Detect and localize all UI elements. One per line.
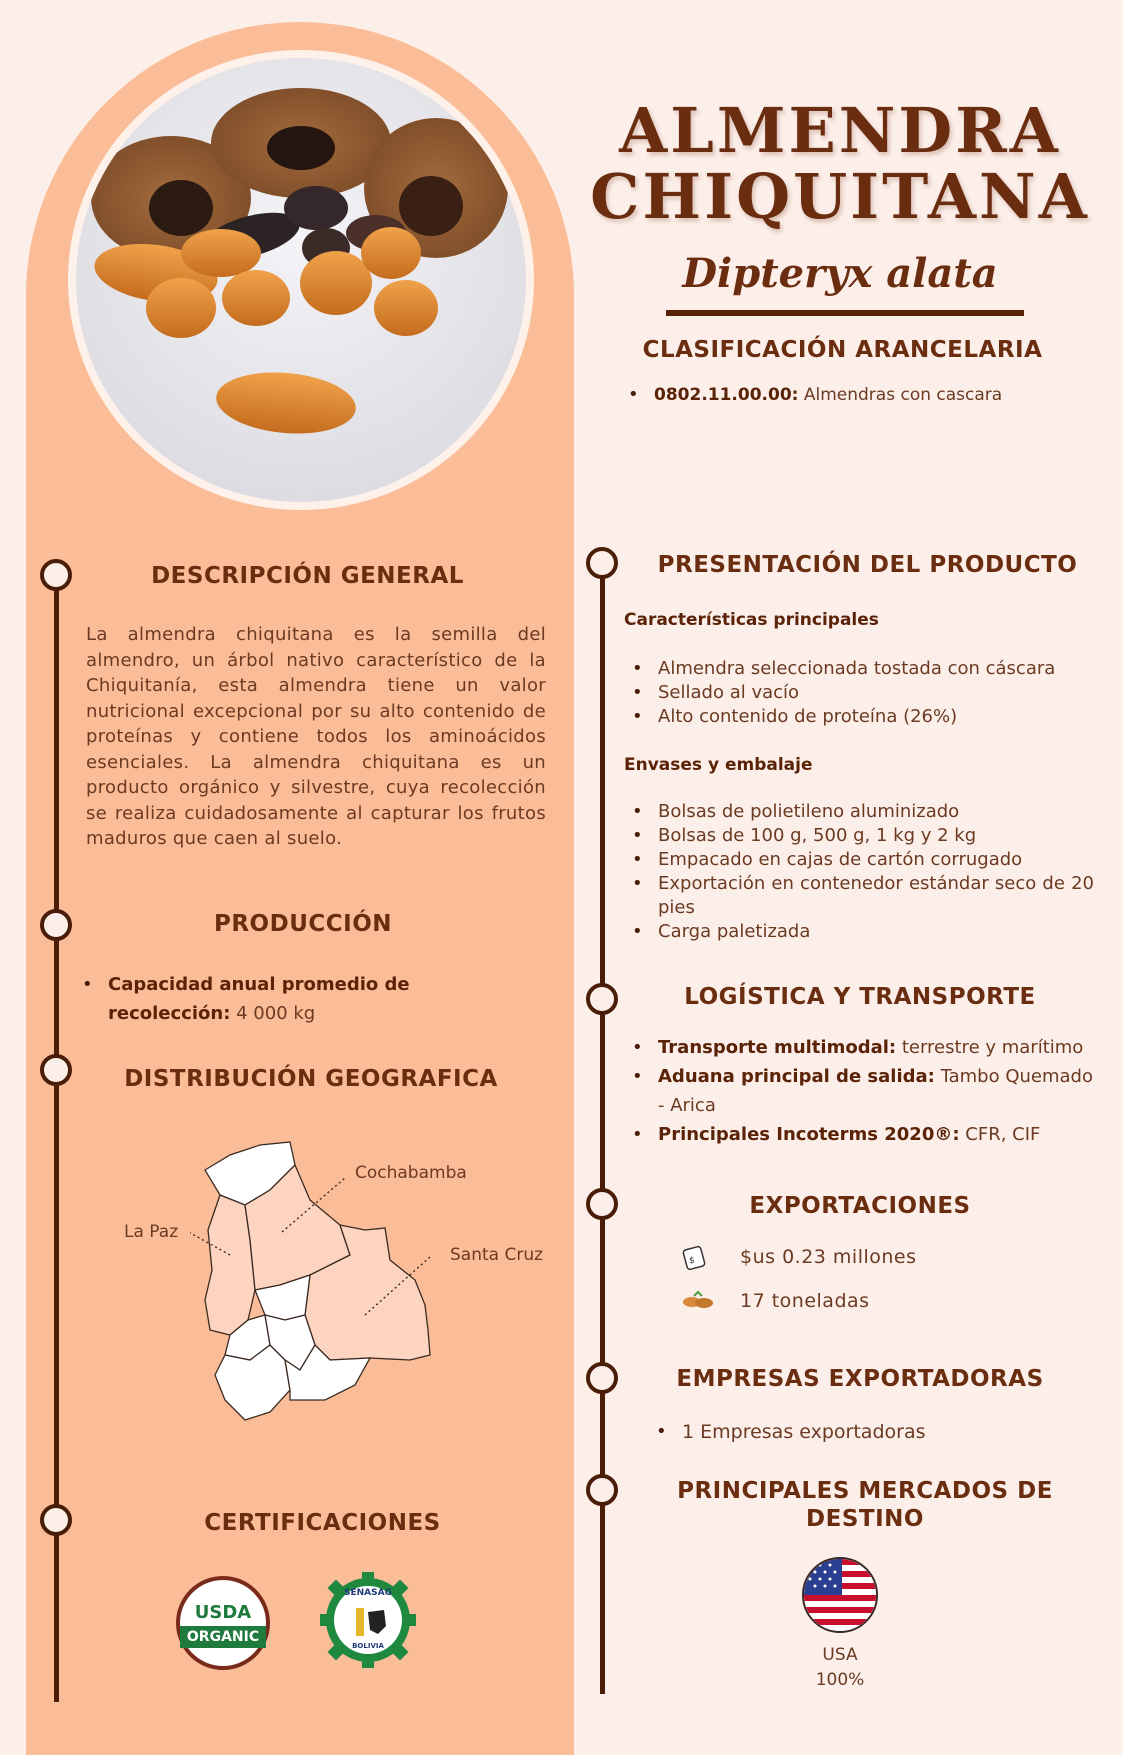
envases-title: Envases y embalaje [624, 755, 813, 775]
timeline-dot [586, 1474, 618, 1506]
produccion-list [74, 970, 454, 1028]
logistica-label: Aduana principal de salida: [658, 1066, 935, 1087]
exportaciones-heading: EXPORTACIONES [749, 1193, 971, 1219]
market-country: USA [822, 1645, 858, 1665]
logistica-label: Transporte multimodal: [658, 1037, 897, 1058]
descripcion-heading: DESCRIPCIÓN GENERAL [151, 563, 464, 589]
usda-bottom-text: ORGANIC [180, 1626, 266, 1648]
market-share: 100% [815, 1670, 865, 1690]
logistica-heading: LOGÍSTICA Y TRANSPORTE [684, 984, 1036, 1010]
distribucion-heading: DISTRIBUCIÓN GEOGRAFICA [124, 1066, 498, 1092]
descripcion-text: La almendra chiquitana es la semilla del almendro, un árbol nativo característico de la Chiquitanía, esta almendra tiene un valor nutricional excepcional por su alto contenido de proteínas y contiene todos los aminoácidos esenciales. La almendra chiquitana es un producto orgánico y silvestre, cuya recolección se realiza cuidadosamente al capturar los frutos maduros que caen al suelo. [86, 624, 546, 849]
presentacion-heading: PRESENTACIÓN DEL PRODUCTO [657, 552, 1078, 578]
caracteristicas-title: Características principales [624, 610, 879, 630]
logistica-list [624, 1033, 1102, 1149]
svg-text:$: $ [689, 1256, 695, 1266]
caracteristicas-list [624, 657, 1094, 729]
empresas-list [648, 1420, 1088, 1444]
export-value: $us 0.23 millones [740, 1246, 917, 1268]
almond-photo [68, 50, 534, 510]
list-item: • Carga paletizada [624, 920, 1094, 944]
list-item [74, 970, 454, 1028]
money-bag-icon [680, 1242, 710, 1272]
title-divider [666, 310, 1024, 316]
map-label-cochabamba: Cochabamba [355, 1163, 467, 1183]
produccion-heading: PRODUCCIÓN [213, 911, 392, 937]
list-item: • Exportación en contenedor estándar seco de 20 pies [624, 872, 1094, 920]
usda-top-text: USDA [194, 1602, 252, 1623]
list-item: • Almendra seleccionada tostada con cáscara [624, 657, 1094, 681]
senasag-logo [318, 1570, 418, 1670]
title-line-1: ALMENDRA [619, 94, 1061, 167]
list-item: • Empacado en cajas de cartón corrugado [624, 848, 1094, 872]
clasificacion-heading: CLASIFICACIÓN ARANCELARIA [642, 337, 1043, 363]
usa-flag-icon [802, 1557, 878, 1633]
scientific-name: Dipteryx alata [682, 250, 998, 297]
map-label-la-paz: La Paz [124, 1222, 179, 1242]
logistica-value: CFR, CIF [959, 1124, 1041, 1145]
list-item: • Bolsas de 100 g, 500 g, 1 kg y 2 kg [624, 824, 1094, 848]
logistica-label: Principales Incoterms 2020®: [658, 1124, 960, 1145]
timeline-dot [40, 909, 72, 941]
almonds-icon [682, 1290, 714, 1310]
empresas-heading: EMPRESAS EXPORTADORAS [676, 1366, 1044, 1392]
timeline-dot [586, 547, 618, 579]
produccion-label: Capacidad anual promedio de recolección: [108, 974, 410, 1024]
list-item: • Bolsas de polietileno aluminizado [624, 800, 1094, 824]
list-item [624, 1033, 1102, 1062]
export-volume: 17 toneladas [740, 1290, 870, 1312]
timeline-dot [40, 559, 72, 591]
right-timeline [600, 564, 605, 1694]
timeline-dot [586, 1188, 618, 1220]
envases-list [624, 800, 1094, 944]
list-item [624, 1062, 1102, 1120]
clasificacion-list [620, 383, 1100, 407]
list-item [624, 1120, 1102, 1149]
senasag-bottom-text: BOLIVIA [352, 1642, 384, 1650]
timeline-dot [40, 1054, 72, 1086]
timeline-dot [586, 1362, 618, 1394]
certificaciones-heading: CERTIFICACIONES [204, 1510, 441, 1536]
usda-organic-logo [176, 1576, 270, 1670]
list-item: • Sellado al vacío [624, 681, 1094, 705]
list-item: • 1 Empresas exportadoras [648, 1420, 1088, 1444]
timeline-dot [40, 1504, 72, 1536]
list-item: • Alto contenido de proteína (26%) [624, 705, 1094, 729]
list-item [620, 383, 1100, 407]
mercados-heading: PRINCIPALES MERCADOS DE DESTINO [677, 1478, 1053, 1532]
map-label-santa-cruz: Santa Cruz [450, 1245, 544, 1265]
logistica-value: Tambo Quemado - Arica [658, 1066, 1093, 1116]
logistica-value: terrestre y marítimo [896, 1037, 1084, 1058]
produccion-value: 4 000 kg [230, 1003, 316, 1024]
timeline-dot [586, 983, 618, 1015]
title-line-2: CHIQUITANA [590, 160, 1090, 233]
tariff-code: 0802.11.00.00: [654, 385, 799, 405]
senasag-top-text: SENASAG [344, 1588, 392, 1598]
tariff-desc: Almendras con cascara [798, 385, 1003, 405]
